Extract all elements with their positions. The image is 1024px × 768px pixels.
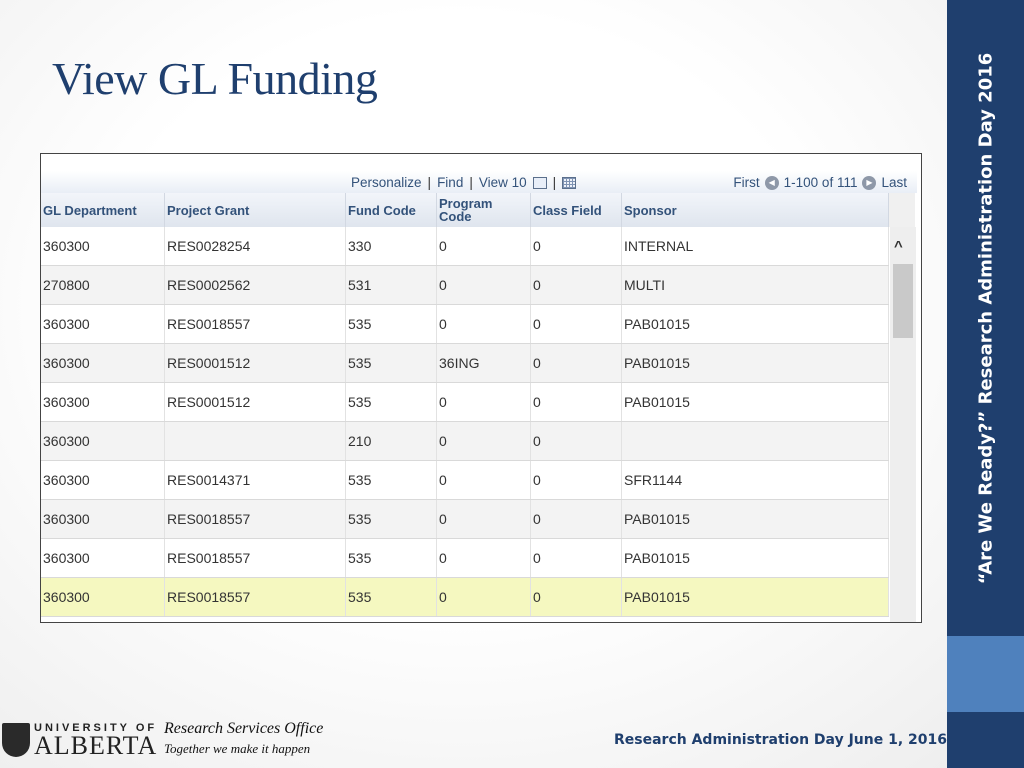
cell-project-grant: RES0001512 xyxy=(165,344,346,382)
grid-header xyxy=(41,193,889,228)
cell-class-field: 0 xyxy=(531,227,622,265)
column-header-project-grant[interactable]: Project Grant xyxy=(165,193,346,227)
previous-icon[interactable]: ◀ xyxy=(765,176,779,190)
find-link[interactable]: Find xyxy=(437,175,464,190)
table-row[interactable] xyxy=(41,500,889,539)
cell-gl-department: 360300 xyxy=(41,383,165,421)
column-header-program-code[interactable]: Program Code xyxy=(437,193,531,227)
cell-gl-department: 360300 xyxy=(41,305,165,343)
cell-sponsor: PAB01015 xyxy=(622,383,889,421)
cell-gl-department: 360300 xyxy=(41,539,165,577)
cell-gl-department: 360300 xyxy=(41,227,165,265)
cell-sponsor: MULTI xyxy=(622,266,889,304)
column-header-sponsor[interactable]: Sponsor xyxy=(622,193,889,227)
scrollbar-corner xyxy=(889,193,915,227)
page-range: 1-100 of 111 xyxy=(783,175,858,190)
cell-fund-code: 535 xyxy=(346,539,437,577)
grid-toolbar xyxy=(41,171,917,193)
last-link[interactable]: Last xyxy=(881,175,907,190)
cell-class-field: 0 xyxy=(531,344,622,382)
toolbar-separator: | xyxy=(427,175,432,190)
cell-sponsor: INTERNAL xyxy=(622,227,889,265)
cell-project-grant: RES0018557 xyxy=(165,578,346,616)
cell-class-field: 0 xyxy=(531,578,622,616)
cell-gl-department: 270800 xyxy=(41,266,165,304)
cell-sponsor: PAB01015 xyxy=(622,539,889,577)
column-header-fund-code[interactable]: Fund Code xyxy=(346,193,437,227)
cell-program-code: 0 xyxy=(437,227,531,265)
table-row[interactable] xyxy=(41,461,889,500)
table-row[interactable] xyxy=(41,344,889,383)
scroll-up-icon[interactable]: ^ xyxy=(894,238,903,255)
side-band-bottom xyxy=(947,712,1024,768)
cell-fund-code: 535 xyxy=(346,500,437,538)
cell-fund-code: 330 xyxy=(346,227,437,265)
cell-sponsor: PAB01015 xyxy=(622,500,889,538)
cell-sponsor: SFR1144 xyxy=(622,461,889,499)
column-header-gl-department[interactable]: GL Department xyxy=(41,193,165,227)
cell-class-field: 0 xyxy=(531,305,622,343)
table-row[interactable] xyxy=(41,266,889,305)
cell-class-field: 0 xyxy=(531,383,622,421)
table-row[interactable] xyxy=(41,227,889,266)
cell-project-grant: RES0014371 xyxy=(165,461,346,499)
view-10-link[interactable]: View 10 xyxy=(478,175,527,190)
cell-fund-code: 535 xyxy=(346,344,437,382)
footer-office: Research Services Office xyxy=(164,720,324,737)
next-icon[interactable]: ▶ xyxy=(862,176,876,190)
cell-gl-department: 360300 xyxy=(41,344,165,382)
scrollbar-thumb[interactable] xyxy=(893,264,913,338)
cell-program-code: 0 xyxy=(437,383,531,421)
cell-gl-department: 360300 xyxy=(41,500,165,538)
logo-main-text: ALBERTA xyxy=(34,731,158,760)
grid-body xyxy=(41,227,889,617)
cell-project-grant: RES0001512 xyxy=(165,383,346,421)
column-header-class-field[interactable]: Class Field xyxy=(531,193,622,227)
cell-sponsor: PAB01015 xyxy=(622,344,889,382)
personalize-link[interactable]: Personalize xyxy=(351,175,422,190)
table-row[interactable] xyxy=(41,305,889,344)
cell-class-field: 0 xyxy=(531,266,622,304)
cell-program-code: 0 xyxy=(437,461,531,499)
university-logo xyxy=(2,722,157,758)
cell-fund-code: 535 xyxy=(346,383,437,421)
cell-class-field: 0 xyxy=(531,539,622,577)
crest-icon xyxy=(2,723,30,757)
cell-project-grant xyxy=(165,422,346,460)
new-window-icon[interactable] xyxy=(533,177,547,189)
slide-title: View GL Funding xyxy=(52,53,378,104)
side-banner xyxy=(947,0,1024,636)
table-row[interactable] xyxy=(41,383,889,422)
cell-project-grant: RES0018557 xyxy=(165,500,346,538)
cell-program-code: 0 xyxy=(437,422,531,460)
toolbar-separator: | xyxy=(469,175,473,190)
cell-fund-code: 531 xyxy=(346,266,437,304)
cell-program-code: 0 xyxy=(437,578,531,616)
table-row[interactable] xyxy=(41,578,889,617)
gl-funding-grid xyxy=(40,153,922,623)
first-link[interactable]: First xyxy=(733,175,760,190)
cell-gl-department: 360300 xyxy=(41,578,165,616)
cell-class-field: 0 xyxy=(531,422,622,460)
cell-program-code: 36ING xyxy=(437,344,531,382)
cell-project-grant: RES0002562 xyxy=(165,266,346,304)
toolbar-separator: | xyxy=(552,175,557,190)
cell-program-code: 0 xyxy=(437,305,531,343)
cell-program-code: 0 xyxy=(437,266,531,304)
cell-fund-code: 535 xyxy=(346,305,437,343)
side-banner-text: “Are We Ready?” Research Administration Day 2016 xyxy=(975,52,997,584)
footer-tagline: Together we make it happen xyxy=(164,741,311,756)
table-row[interactable] xyxy=(41,539,889,578)
cell-project-grant: RES0018557 xyxy=(165,305,346,343)
cell-fund-code: 210 xyxy=(346,422,437,460)
cell-class-field: 0 xyxy=(531,461,622,499)
cell-project-grant: RES0018557 xyxy=(165,539,346,577)
cell-class-field: 0 xyxy=(531,500,622,538)
cell-gl-department: 360300 xyxy=(41,461,165,499)
footer-event: Research Administration Day June 1, 2016 xyxy=(614,732,947,748)
cell-sponsor: PAB01015 xyxy=(622,305,889,343)
cell-program-code: 0 xyxy=(437,500,531,538)
cell-fund-code: 535 xyxy=(346,461,437,499)
cell-project-grant: RES0028254 xyxy=(165,227,346,265)
logo-top-text: UNIVERSITY OF xyxy=(34,722,158,734)
cell-gl-department: 360300 xyxy=(41,422,165,460)
cell-program-code: 0 xyxy=(437,539,531,577)
cell-sponsor xyxy=(622,422,889,460)
table-row[interactable] xyxy=(41,422,889,461)
download-grid-icon[interactable] xyxy=(562,177,576,189)
cell-fund-code: 535 xyxy=(346,578,437,616)
cell-sponsor: PAB01015 xyxy=(622,578,889,616)
side-band-accent xyxy=(947,636,1024,712)
